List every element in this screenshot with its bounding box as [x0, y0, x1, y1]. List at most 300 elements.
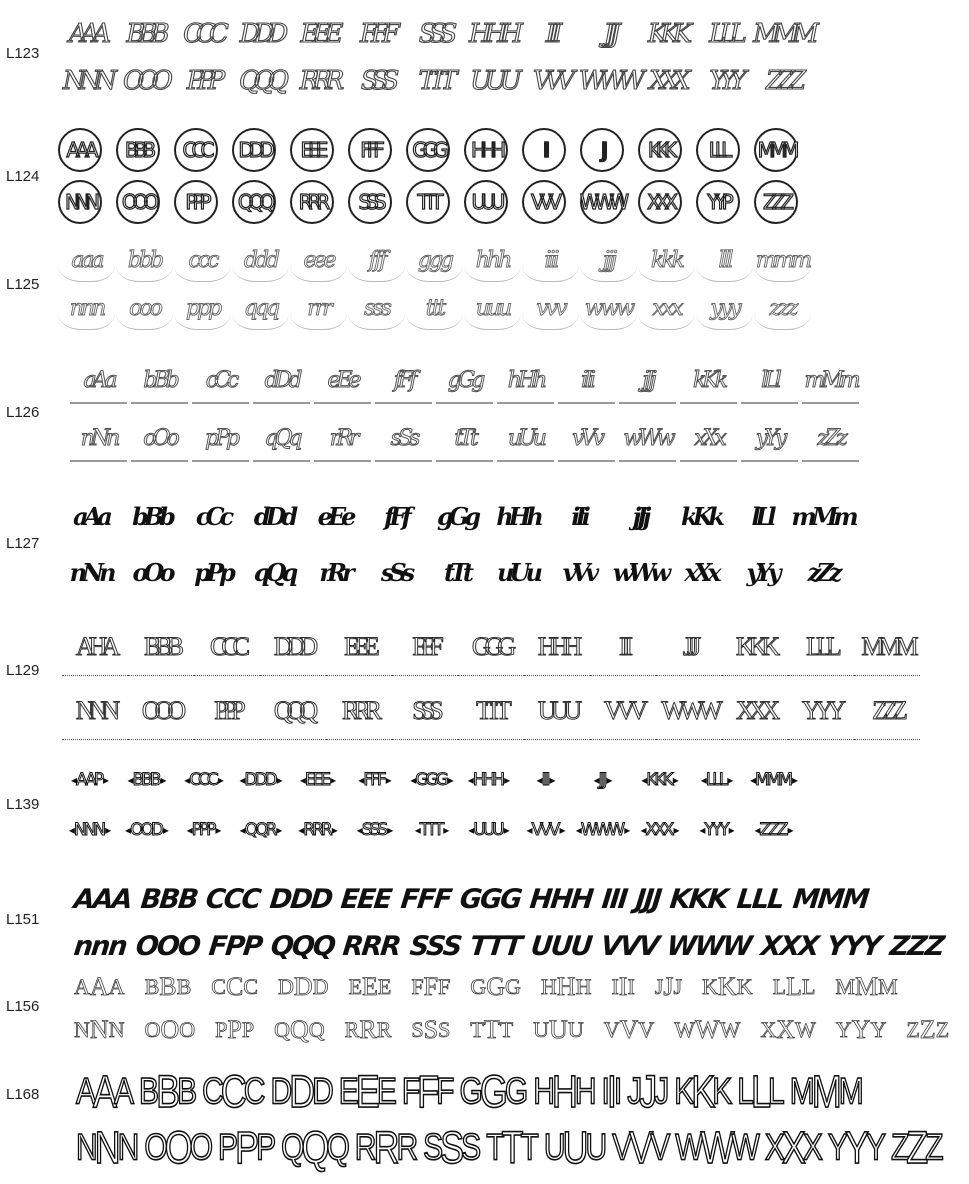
monogram-sample	[687, 810, 744, 850]
monogram-sample	[411, 1010, 450, 1050]
monogram-letter: M	[854, 972, 879, 1001]
monogram-letter: I	[613, 1070, 620, 1112]
monogram-letter: O	[144, 1126, 165, 1168]
monogram-sample	[675, 1113, 757, 1183]
monogram-sample: KKK	[647, 19, 686, 49]
monogram-sample: ZZZ	[854, 682, 920, 740]
monogram-sample	[423, 1113, 478, 1183]
monogram-sample: DDD	[260, 618, 326, 676]
monogram-row	[60, 760, 801, 800]
monogram-letter: P	[218, 1126, 236, 1168]
monogram-letter: G	[470, 974, 487, 999]
monogram-letter: K	[717, 972, 737, 1001]
monogram-sample: ttt	[406, 288, 463, 330]
monogram-sample: UUU	[470, 66, 515, 96]
monogram-sample: yYy	[741, 416, 798, 462]
monogram-sample: CCC	[174, 128, 218, 172]
diamond-monogram-text: ◂ NNN ▸	[69, 820, 108, 840]
monogram-sample	[765, 1113, 820, 1183]
monogram-sample: xXx	[680, 416, 737, 462]
monogram-sample: nNn	[70, 416, 127, 462]
monogram-letter: R	[359, 1015, 377, 1044]
monogram-sample	[470, 967, 521, 1007]
monogram-row	[70, 416, 859, 462]
monogram-letter: E	[362, 972, 378, 1001]
diamond-monogram-text: ◂ QQR ▸	[240, 820, 280, 840]
monogram-sample: oOo	[132, 557, 171, 587]
monogram-letter: I	[611, 974, 619, 999]
monogram-sample	[630, 810, 687, 850]
monogram-sample: PPP	[174, 180, 218, 224]
diamond-monogram-text: ◂ FFF ▸	[358, 770, 388, 790]
monogram-sample	[74, 967, 125, 1007]
monogram-letter: F	[401, 1070, 418, 1112]
monogram-letter: B	[144, 974, 160, 999]
monogram-letter: T	[470, 1017, 484, 1042]
monogram-sample: AAA	[68, 19, 105, 49]
monogram-letter: N	[94, 1121, 118, 1173]
monogram-letter: W	[675, 1126, 701, 1168]
monogram-sample: sSs	[375, 416, 432, 462]
monogram-sample	[891, 1113, 941, 1183]
monogram-letter: H	[575, 974, 592, 999]
monogram-sample	[231, 760, 288, 800]
monogram-sample: KKK	[668, 883, 729, 915]
monogram-letter: E	[355, 1065, 377, 1117]
monogram-letter: X	[764, 1126, 782, 1168]
diamond-monogram-text: ◂ VVV ▸	[527, 820, 563, 840]
monogram-letter: S	[438, 1017, 451, 1042]
monogram-letter: N	[108, 1017, 125, 1042]
monogram-letter: C	[225, 972, 244, 1001]
monogram-sample: FPP	[206, 930, 263, 962]
style-code-label: L168	[6, 1086, 40, 1103]
monogram-letter: Y	[851, 1015, 871, 1044]
monogram-sample: mMm	[802, 358, 859, 404]
monogram-letter: F	[438, 974, 451, 999]
monogram-sample	[702, 967, 753, 1007]
monogram-sample	[533, 1010, 584, 1050]
monogram-sample: BBB	[126, 19, 163, 49]
monogram-sample	[744, 810, 801, 850]
monogram-sample: fff	[348, 240, 405, 282]
monogram-letter: J	[663, 972, 674, 1001]
monogram-sample: KKK	[722, 618, 788, 676]
monogram-sample: iIi	[558, 358, 615, 404]
monogram-letter: J	[627, 1070, 640, 1112]
monogram-row	[58, 240, 811, 282]
monogram-letter: D	[289, 1065, 313, 1117]
monogram-sample	[612, 1113, 667, 1183]
monogram-sample: cCc	[195, 501, 230, 531]
monogram-sample: qqq	[232, 288, 289, 330]
monogram-sample: vVv	[558, 416, 615, 462]
monogram-letter: R	[376, 1017, 392, 1042]
diamond-monogram-text: ◂ TTT ▸	[415, 820, 447, 840]
monogram-sample: CCC	[183, 19, 222, 49]
monogram-letter: U	[562, 1121, 586, 1173]
monogram-letter: Y	[835, 1017, 852, 1042]
monogram-sample: SSS	[392, 682, 458, 740]
monogram-letter: G	[459, 1070, 480, 1112]
monogram-letter: Z	[906, 1121, 926, 1173]
monogram-row	[76, 1064, 869, 1120]
monogram-sample	[411, 967, 450, 1007]
monogram-sample: YYY	[825, 930, 882, 962]
monogram-sample	[117, 760, 174, 800]
monogram-letter: P	[241, 1017, 255, 1042]
monogram-sample: zZz	[807, 557, 838, 587]
monogram-letter: W	[719, 1017, 741, 1042]
monogram-row	[74, 967, 918, 1007]
monogram-sample	[144, 1113, 210, 1183]
monogram-sample: TTT	[418, 66, 451, 96]
monogram-sample: OOO	[116, 180, 160, 224]
monogram-sample: EEE	[339, 883, 393, 915]
monogram-row	[58, 180, 812, 224]
monogram-sample: III	[545, 19, 556, 49]
monogram-sample: CCC	[204, 883, 262, 915]
diamond-monogram-text: ◂ BBB ▸	[127, 770, 163, 790]
monogram-letter: P	[235, 1121, 257, 1173]
monogram-letter: Q	[274, 1017, 290, 1042]
monogram-letter: Y	[870, 1017, 887, 1042]
diamond-monogram-text: ◂ GGG ▸	[410, 770, 451, 790]
monogram-sample	[611, 967, 634, 1007]
monogram-row	[76, 1120, 949, 1176]
monogram-sample: QQQ	[232, 180, 276, 224]
monogram-sample: KKK	[638, 128, 682, 172]
monogram-letter: Z	[919, 1015, 936, 1044]
monogram-letter: R	[373, 1121, 397, 1173]
monogram-letter: J	[639, 1065, 655, 1117]
monogram-letter: A	[76, 1070, 94, 1112]
monogram-sample: jJj	[619, 358, 676, 404]
monogram-letter: O	[189, 1126, 211, 1168]
monogram-sample: nnn	[58, 288, 115, 330]
monogram-sample: III	[590, 618, 656, 676]
monogram-sample	[60, 760, 117, 800]
diamond-monogram-text: ◂ EEE ▸	[300, 770, 333, 790]
monogram-sample: OOO	[123, 66, 166, 96]
monogram-letter: E	[376, 1070, 394, 1112]
monogram-sample	[516, 760, 573, 800]
diamond-monogram-text: ◂ MMM ▸	[750, 770, 795, 790]
monogram-sample: uUu	[497, 416, 554, 462]
monogram-letter: A	[93, 1065, 115, 1117]
monogram-letter: P	[256, 1126, 274, 1168]
monogram-sample: tTt	[436, 416, 493, 462]
diamond-monogram-text: ◂ OOD ▸	[125, 820, 166, 840]
monogram-letter: I	[606, 1065, 614, 1117]
monogram-sample: zzz	[754, 288, 811, 330]
monogram-sample: FFF	[359, 19, 394, 49]
diamond-monogram-text: ◂ RRR ▸	[298, 820, 335, 840]
monogram-sample: uUu	[497, 557, 538, 587]
monogram-letter: U	[585, 1126, 605, 1168]
monogram-sample: yyy	[696, 288, 753, 330]
monogram-letter: M	[835, 974, 855, 999]
monogram-sample	[288, 810, 345, 850]
monogram-sample: jJj	[632, 501, 647, 531]
monogram-sample: ZZZ	[754, 180, 798, 224]
monogram-sample: AAA	[58, 128, 102, 172]
monogram-sample: NNN	[62, 66, 111, 96]
monogram-sample: NNN	[62, 682, 128, 740]
monogram-letter: L	[768, 1070, 782, 1112]
monogram-letter: D	[312, 1070, 331, 1112]
monogram-sample: sss	[348, 288, 405, 330]
monogram-sample	[402, 760, 459, 800]
monogram-sample: VVV	[522, 180, 566, 224]
monogram-sample: jjj	[580, 240, 637, 282]
monogram-sample	[76, 1113, 136, 1183]
monogram-sample: LLL	[696, 128, 740, 172]
monogram-sample: LLL	[788, 618, 854, 676]
monogram-sample: cCc	[192, 358, 249, 404]
monogram-sample: kKk	[680, 358, 737, 404]
monogram-letter: V	[638, 1017, 655, 1042]
monogram-sample: FFF	[392, 618, 458, 676]
style-code-label: L124	[6, 168, 40, 185]
monogram-sample: rRr	[314, 416, 371, 462]
monogram-sample	[211, 967, 258, 1007]
monogram-sample: XXX	[649, 66, 684, 96]
monogram-sample	[674, 1010, 740, 1050]
monogram-letter: R	[354, 1126, 374, 1168]
monogram-sample	[655, 967, 682, 1007]
monogram-sample: mmm	[754, 240, 811, 282]
monogram-letter: U	[549, 1015, 568, 1044]
monogram-sample: XXX	[638, 180, 682, 224]
monogram-sample: JJJ	[580, 128, 624, 172]
diamond-monogram-text: ◂ YYY ▸	[699, 820, 731, 840]
monogram-sample: kKk	[680, 501, 721, 531]
monogram-sample: LLL	[709, 19, 740, 49]
monogram-letter: W	[700, 1121, 732, 1173]
monogram-letter: R	[396, 1126, 416, 1168]
monogram-sample: ooo	[116, 288, 173, 330]
monogram-letter: N	[76, 1126, 95, 1168]
monogram-row	[58, 128, 812, 172]
monogram-sample: OOO	[128, 682, 194, 740]
monogram-sample: qQq	[253, 416, 310, 462]
diamond-monogram-text: ◂ DDD ▸	[239, 770, 279, 790]
monogram-letter: J	[654, 974, 664, 999]
monogram-sample	[74, 1010, 125, 1050]
monogram-sample: III	[522, 128, 566, 172]
monogram-sample	[288, 760, 345, 800]
style-code-label: L156	[6, 998, 40, 1015]
monogram-letter: G	[479, 1065, 505, 1117]
monogram-letter: J	[673, 974, 683, 999]
monogram-sample: wWw	[619, 416, 676, 462]
monogram-letter: H	[533, 1070, 552, 1112]
monogram-letter: C	[211, 974, 226, 999]
monogram-sample: SSS	[348, 180, 392, 224]
monogram-row	[60, 810, 801, 850]
monogram-sample	[836, 1010, 887, 1050]
monogram-sample: MMM	[753, 19, 812, 49]
monogram-sample: uuu	[464, 288, 521, 330]
monogram-sample: pPp	[192, 416, 249, 462]
monogram-sample: bBb	[131, 358, 188, 404]
monogram-sample: VVV	[598, 930, 659, 962]
monogram-letter: Q	[308, 1017, 325, 1042]
style-code-label: L126	[6, 404, 40, 421]
monogram-letter: B	[176, 974, 192, 999]
monogram-letter: X	[781, 1121, 803, 1173]
monogram-letter: L	[750, 1065, 768, 1117]
monogram-sample: wWw	[612, 557, 667, 587]
monogram-sample: OOO	[134, 930, 201, 962]
monogram-sample	[355, 1113, 415, 1183]
monogram-sample: bbb	[116, 240, 173, 282]
monogram-letter: A	[89, 972, 109, 1001]
diamond-monogram-text: ◂ SSS ▸	[357, 820, 390, 840]
monogram-sample: TTT	[468, 930, 523, 962]
monogram-letter: W	[674, 1017, 696, 1042]
monogram-sample: XXX	[758, 930, 819, 962]
monogram-letter: D	[293, 972, 313, 1001]
monogram-sample	[278, 967, 329, 1007]
monogram-letter: H	[540, 974, 557, 999]
monogram-sample	[486, 1113, 536, 1183]
monogram-sample	[544, 1113, 604, 1183]
monogram-sample: AAA	[72, 883, 133, 915]
monogram-sample: MMM	[854, 618, 920, 676]
monogram-sample: FFF	[398, 883, 452, 915]
monogram-letter: Z	[890, 1126, 907, 1168]
monogram-letter: C	[220, 1065, 244, 1117]
monogram-sample: nNn	[69, 557, 112, 587]
style-code-label: L129	[6, 662, 40, 679]
style-code-label: L151	[6, 911, 40, 928]
monogram-sample: kkk	[638, 240, 695, 282]
monogram-sample: QQQ	[260, 682, 326, 740]
monogram-letter: E	[338, 1070, 356, 1112]
monogram-letter: N	[74, 1017, 90, 1042]
monogram-letter: H	[551, 1065, 575, 1117]
monogram-letter: F	[417, 1065, 437, 1117]
monogram-sample: iii	[522, 240, 579, 282]
monogram-sample	[573, 760, 630, 800]
monogram-row	[62, 492, 854, 540]
monogram-letter: X	[776, 1015, 796, 1044]
monogram-sample: pPp	[194, 557, 231, 587]
style-code-label: L139	[6, 796, 40, 813]
monogram-sample: MMM	[791, 883, 870, 915]
monogram-row	[58, 57, 811, 105]
monogram-sample: WWW	[578, 66, 639, 96]
monogram-letter: O	[164, 1121, 190, 1173]
monogram-sample	[459, 760, 516, 800]
monogram-sample	[604, 1010, 655, 1050]
monogram-letter: W	[695, 1015, 720, 1044]
monogram-sample	[402, 810, 459, 850]
monogram-sample: RRR	[326, 682, 392, 740]
monogram-letter: S	[411, 1017, 424, 1042]
monogram-letter: F	[411, 974, 424, 999]
monogram-letter: B	[159, 972, 177, 1001]
monogram-sample: eEe	[317, 501, 352, 531]
monogram-row	[74, 1010, 969, 1050]
monogram-letter: V	[650, 1126, 668, 1168]
monogram-letter: Y	[844, 1121, 866, 1173]
diamond-monogram-text: ◂ III ▸	[536, 770, 552, 790]
monogram-sample: AHA	[62, 618, 128, 676]
monogram-letter: V	[629, 1121, 651, 1173]
monogram-letter: Y	[865, 1126, 883, 1168]
monogram-sample: EEE	[326, 618, 392, 676]
monogram-letter: P	[227, 1015, 242, 1044]
monogram-sample: ddd	[232, 240, 289, 282]
monogram-sample: ccc	[174, 240, 231, 282]
monogram-sample: FFF	[348, 128, 392, 172]
monogram-sample	[345, 810, 402, 850]
monogram-letter: B	[139, 1070, 157, 1112]
monogram-sample: ggg	[406, 240, 463, 282]
monogram-sample: hHh	[497, 358, 554, 404]
monogram-sample: TTT	[406, 180, 450, 224]
diamond-monogram-text: ◂ PPP ▸	[187, 820, 219, 840]
monogram-sample: EEE	[300, 19, 337, 49]
monogram-sample: WWW	[580, 180, 624, 224]
monogram-sample: vVv	[562, 557, 595, 587]
monogram-letter: S	[461, 1126, 479, 1168]
monogram-sample: QQQ	[268, 930, 336, 962]
monogram-sample: DDD	[232, 128, 276, 172]
monogram-sample: SSS	[408, 930, 462, 962]
monogram-sample: JJJ	[656, 618, 722, 676]
monogram-letter: K	[712, 1070, 730, 1112]
monogram-letter: B	[156, 1065, 178, 1117]
monogram-sample: lLl	[741, 358, 798, 404]
diamond-monogram-text: ◂ KKK ▸	[641, 770, 676, 790]
monogram-letter: J	[654, 1070, 667, 1112]
monogram-sample	[906, 1010, 949, 1050]
monogram-letter: U	[533, 1017, 550, 1042]
monogram-sample	[773, 967, 816, 1007]
monogram-letter: V	[619, 1015, 639, 1044]
monogram-sample	[117, 810, 174, 850]
monogram-letter: Q	[289, 1015, 309, 1044]
monogram-letter: D	[312, 974, 329, 999]
monogram-sample: nnn	[72, 930, 128, 962]
monogram-sample	[60, 810, 117, 850]
monogram-sample	[231, 810, 288, 850]
monogram-sample	[459, 810, 516, 850]
monogram-letter: S	[423, 1126, 441, 1168]
monogram-letter: I	[627, 974, 635, 999]
monogram-row	[70, 358, 859, 404]
diamond-monogram-text: ◂ HHH ▸	[468, 770, 507, 790]
monogram-sample: HHH	[524, 618, 590, 676]
monogram-sample: UUU	[524, 682, 590, 740]
monogram-sample: dDd	[253, 358, 310, 404]
monogram-sample	[687, 760, 744, 800]
diamond-monogram-text: ◂ LLL ▸	[701, 770, 730, 790]
monogram-letter: H	[574, 1070, 594, 1112]
monogram-letter: N	[117, 1126, 137, 1168]
monogram-letter: V	[612, 1126, 630, 1168]
monogram-row	[62, 682, 920, 740]
monogram-sample: III	[600, 883, 628, 915]
monogram-sample: lLl	[751, 501, 772, 531]
monogram-sample: aAa	[73, 501, 108, 531]
monogram-letter: Q	[301, 1121, 327, 1173]
monogram-sample: fFf	[384, 501, 407, 531]
